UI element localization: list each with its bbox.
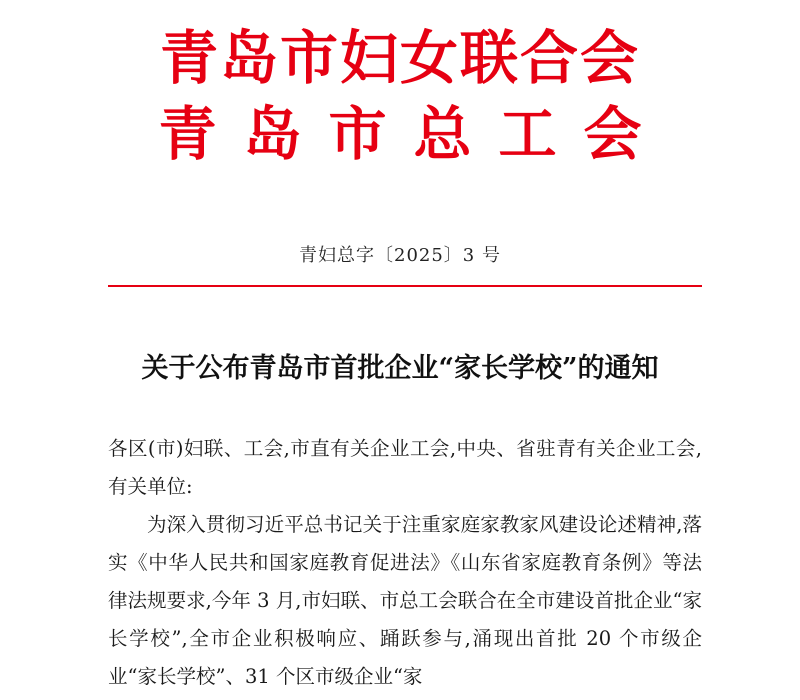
document-body: [108, 430, 702, 696]
issuing-org-womens-federation: 青岛市妇女联合会: [159, 24, 640, 92]
issuing-org-trade-union: 青岛市总工会: [158, 100, 669, 168]
red-header-divider: [108, 285, 702, 287]
document-number: 青妇总字〔2025〕3 号: [299, 245, 501, 266]
body-paragraph: 为深入贯彻习近平总书记关于注重家庭家教家风建设论述精神,落实《中华人民共和国家庭教育促进法》《山东省家庭教育条例》等法律法规要求,今年 3 月,市妇联、市总工会联合在全市建设首批企业“家长学校”,全市企业积极响应、踊跃参与,涌现出首批 20 个市级企业“家长学校”、31 个区市级企业“家: [108, 513, 702, 688]
document-title: 关于公布青岛市首批企业“家长学校”的通知: [141, 353, 659, 384]
recipients-paragraph: 各区(市)妇联、工会,市直有关企业工会,中央、省驻青有关企业工会,有关单位:: [108, 437, 702, 498]
